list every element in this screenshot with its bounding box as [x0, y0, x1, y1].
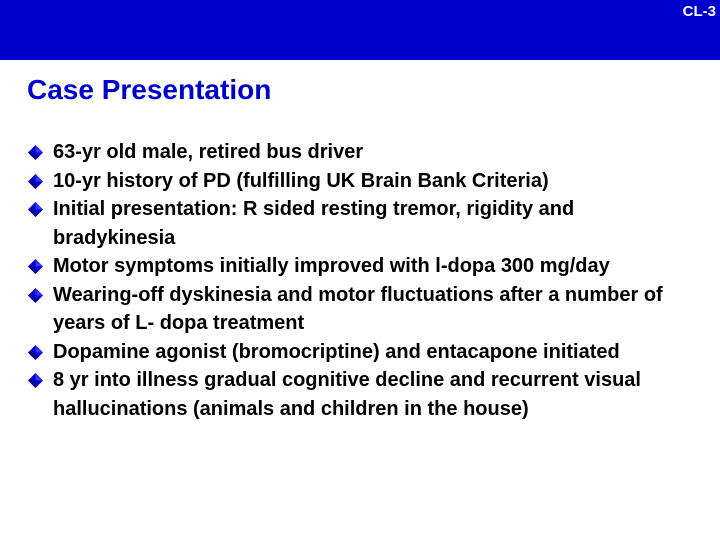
bullet-item: [28, 281, 698, 338]
diamond-bullet-icon: [28, 259, 43, 274]
bullet-item: [28, 252, 698, 281]
diamond-bullet-icon: [28, 345, 43, 360]
bullet-item: [28, 138, 698, 167]
bullet-text: 8 yr into illness gradual cognitive decline and recurrent visual hallucinations (animals and children in the house): [53, 369, 641, 420]
diamond-bullet-icon: [28, 202, 43, 217]
diamond-bullet-icon: [28, 288, 43, 303]
bullet-item: [28, 338, 698, 367]
bullet-text: Dopamine agonist (bromocriptine) and entacapone initiated: [53, 340, 620, 363]
diamond-bullet-icon: [28, 145, 43, 160]
bullet-item: [28, 167, 698, 196]
bullet-text: 63-yr old male, retired bus driver: [53, 141, 364, 163]
bullet-text: 10-yr history of PD (fulfilling UK Brain Bank Criteria): [53, 169, 549, 192]
bullet-item: [28, 195, 698, 252]
slide-id-label: CL-3: [682, 3, 716, 20]
bullet-list: [28, 138, 698, 423]
bullet-text: Initial presentation: R sided resting tremor, rigidity and bradykinesia: [53, 198, 575, 249]
bullet-text: Wearing-off dyskinesia and motor fluctuations after a number of years of L- dopa treatment: [53, 283, 663, 334]
diamond-bullet-icon: [28, 174, 43, 189]
slide-title: Case Presentation: [27, 74, 272, 105]
bullet-item: [28, 366, 698, 423]
diamond-bullet-icon: [28, 373, 43, 388]
bullet-text: Motor symptoms initially improved with l-dopa 300 mg/day: [53, 255, 610, 277]
